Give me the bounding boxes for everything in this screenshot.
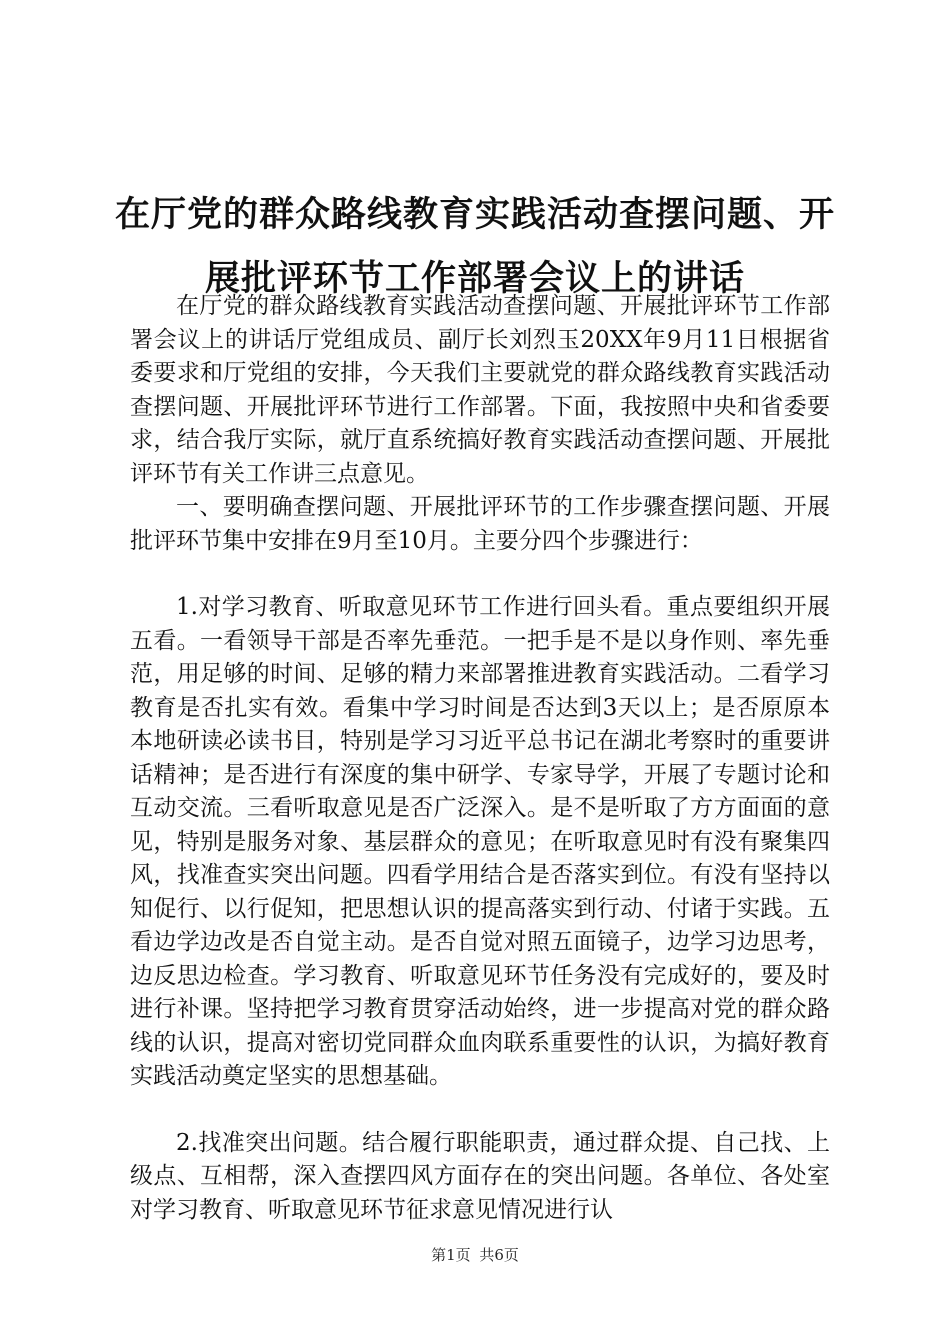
page-number: 第1页 xyxy=(431,1246,471,1264)
paragraph-section-1: 一、要明确查摆问题、开展批评环节的工作步骤查摆问题、开展批评环节集中安排在9月至10月。主要分四个步骤进行： xyxy=(130,494,830,554)
title-line-1: 在厅党的群众路线教育实践活动查摆问题、开 xyxy=(114,195,835,235)
page-total: 共6页 xyxy=(479,1246,519,1264)
document-body xyxy=(130,290,830,1227)
title-line-2: 展批评环节工作部署会议上的讲话 xyxy=(204,259,745,299)
page-footer xyxy=(0,1245,950,1265)
paragraph-step-2: 2.找准突出问题。结合履行职能职责，通过群众提、自己找、上级点、互相帮，深入查摆四风方面存在的突出问题。各单位、各处室对学习教育、听取意见环节征求意见情况进行认 xyxy=(130,1129,830,1223)
paragraph-step-1: 1.对学习教育、听取意见环节工作进行回头看。重点要组织开展五看。一看领导干部是否率先垂范。一把手是不是以身作则、率先垂范，用足够的时间、足够的精力来部署推进教育实践活动。二看学习教育是否扎实有效。看集中学习时间是否达到3天以上；是否原原本本地研读必读书目，特别是学习习近平总书记在湖北考察时的重要讲话精神；是否进行有深度的集中研学、专家导学，开展了专题讨论和互动交流。三看听取意见是否广泛深入。是不是听取了方方面面的意见，特别是服务对象、基层群众的意见；在听取意见时有没有聚集四风，找准查实突出问题。四看学用结合是否落实到位。有没有坚持以知促行、以行促知，把思想认识的提高落实到行动、付诸于实践。五看边学边改是否自觉主动。是否自觉对照五面镜子，边学习边思考，边反思边检查。学习教育、听取意见环节任务没有完成好的，要及时进行补课。坚持把学习教育贯穿活动始终，进一步提高对党的群众路线的认识，提高对密切党同群众血肉联系重要性的认识，为搞好教育实践活动奠定坚实的思想基础。 xyxy=(130,594,830,1089)
paragraph-intro: 在厅党的群众路线教育实践活动查摆问题、开展批评环节工作部署会议上的讲话厅党组成员、副厅长刘烈玉20XX年9月11日根据省委要求和厅党组的安排，今天我们主要就党的群众路线教育实践活动查摆问题、开展批评环节进行工作部署。下面，我按照中央和省委要求，结合我厅实际，就厅直系统搞好教育实践活动查摆问题、开展批评环节有关工作讲三点意见。 xyxy=(130,293,830,487)
